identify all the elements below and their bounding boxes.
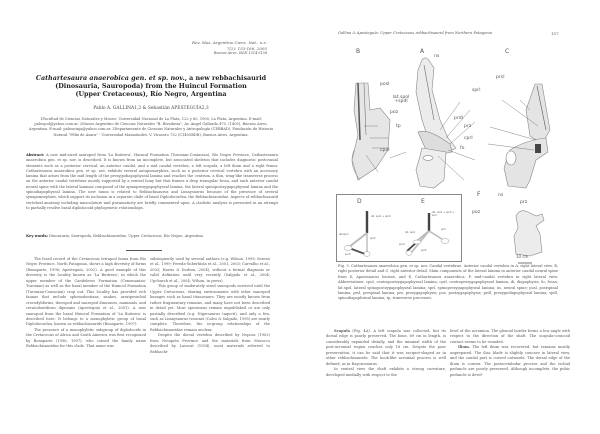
label-e-lat-spol: lat. spol — [405, 231, 416, 234]
paragraph-text: level of the acromion. The glenoid border forms a low angle with respect to the direction of the shaft. The scapula-coracoid contact seems to be rounded. — [450, 329, 570, 344]
lamina-diagram-box — [336, 194, 462, 262]
paragraph — [450, 345, 570, 378]
panel-b-drawing — [352, 83, 390, 180]
label-d-podl: podl — [345, 253, 351, 256]
running-head: Gallina & Apesteguía: Upper Cretaceous rebbachisaurid from Northern Patagonia — [338, 31, 492, 35]
right-body-column-1 — [326, 329, 446, 378]
title-line-2: (Dinosauria, Sauropoda) from the Huincul Formation — [55, 82, 247, 90]
panel-label-c: C — [505, 48, 510, 55]
paragraph — [450, 329, 570, 345]
affiliations: 1Facultad de Ciencias Naturales y Museo- Universidad Nacional de La Plata, 122 y 60, 1900, La Plata, Argentina. E-mail: paleopol@yahoo.com.ar. 2Museo Argentino de Ciencias Naturales "B. Rivadavia", Av. Angel Gallardo 470, (1405), Buenos Aires, Argentina. E-mail: paleoninja@yahoo.com.ar. 3Departamento de Ciencias Naturales y Antropología (CEBBAD), Fundación de Historia Natural "Félix de Azara" - Universidad Maimónides. V. Virasoro 732 (C1405BDB), Buenos Aires, Argentina. — [28, 117, 274, 137]
page-number: 157 — [551, 31, 559, 36]
keywords-label: Key words: — [26, 234, 48, 238]
label-cpol: cpol — [380, 148, 390, 153]
paragraph: The fossil record of the Cretaceous tetrapod fauna from Río Negro Province, North Patagonia, shows a high diversity of forms (Bonaparte, 1996; Apesteguía, 2002). A good example of this diversity is the locality known as 'La Buitrera', in which the upper member of the Candeleros Formation (Cenomanian-Turonian) as well as the basal member of the Huincul Formation (Turonian-Coniacian) crop out. This locality has provided rich faunas that include sphenodontians, snakes, araripesuchid crocodyliforms, theropod and sauropod dinosaurs, mammals, and ceratodontiform dipnoans (Apesteguía et al., 2001). A new sauropod from the basal Huincul Formation of 'La Buitrera' is described here. It belongs to a monophyletic group of basal Diplodocoidea, known as rebbachisaurids (Bonaparte, 1997). — [26, 257, 147, 327]
label-f-prz: prz — [520, 200, 528, 205]
label-posl: posl — [380, 82, 390, 87]
paragraph: Despite the dorsal vertebra described by Nopcsa (1902) from Neuquén Province and the materials from Morocco described by Lavocat (1954), most materials referred to Rebbachi- — [150, 333, 270, 354]
journal-citation — [192, 40, 267, 57]
paragraph-text: (Fig. 4A). A left scapula was collected, but its dorsal edge is poorly preserved. The bone, 69 cm in length, is considerably expanded distally, and the minimal width of the post-acromial region reaches only 16 cm. Despite the poor preservation, it can be said that it was racquet-shaped as in other rebbachisaurids. The hook-like acromial process is well defined, as in Rayososaurus. — [326, 329, 446, 366]
paragraph-text: The left ilium was recovered, but remains mostly unprepared. The iliac blade is slightly concave in lateral view, and the caudal part is curved outwards. The dorsal edge of the ilium is convex. The postacetabular process and the ischial peduncle are poorly preserved. Although incomplete, the pubic peduncle is devel- — [450, 345, 570, 377]
panel-label-d: D — [357, 198, 362, 205]
label-sprl: sprl — [472, 88, 481, 93]
label-prdl: prdl — [454, 116, 463, 121]
panel-a-drawing — [416, 58, 456, 188]
label-d-spdl: spdl — [370, 237, 376, 240]
panel-c-drawing — [504, 84, 550, 188]
paragraph: subsequently used by several authors (e.g. Wilson, 1999; Sereno et al., 1999; Pereda-Suberbiola et al., 2001, 2003; Carvalho et al., 2003; Harris & Dodson, 2004), without a formal diagnosis or valid definition until very recently (Salgado et al., 2004; Upchurch et al., 2004; Wilson, in press). — [150, 257, 270, 283]
label-e-spdl: spdl — [421, 249, 427, 252]
panel-f-drawing — [514, 211, 544, 256]
label-d-lat-spol: lat.spol — [339, 233, 349, 236]
section-heading: Ilium. — [458, 345, 471, 350]
abstract-text: A new mid-sized sauropod from 'La Buitrera', Huincul Formation (Turonian-Coniacian), Río Negro Province, Cathartesaura anaerobica gen. et sp. nov. is described. It is known from an incomplete, but associated skeleton that includes diagnostic postcranial elements such as a posterior cervical, an anterior caudal, and a mid caudal vertebra, a left scapula, a left ilium and a right femur. Cathartesaura anaerobica gen. et sp. nov. exhibits several autapomorphies, such as a posterior cervical vertebra with an accessory lamina that arises from the mid length of the prezygodiapophyseal lamina and reaches the centrum, a thin, wing-like transverse process on the anterior caudal vertebrae mostly supported by a ventral bony bar that frames a deep triangular fossa, and each anterior caudal neural spine with the lateral laminae composed of the spinoprezygapophyseal lamina, the lateral spinopostzygapophyseal lamina and the spinodiapophyseal lamina. The new taxon is related to Rebbachisaurus and Limaysaurus because of the presence of several synapomorphies, which support its inclusion in a separate clade of basal Diplodocoidea, the Rebbachisauridae. Aspects of rebbachisaurid vertebral anatomy including musculature and pneumaticity are briefly commented upon. A cladistic analysis is presented in an attempt to partially resolve basal diplodocoid phylogenetic relationships. — [26, 153, 278, 210]
paragraph: The presence of a monophyletic subgroup of diplodocids in the Cretaceous of Africa and South America was first recognized by Bonaparte (1996, 1997), who coined the family name Rebbachisauridae for this clade. That name was — [26, 327, 146, 349]
label-prz: prz — [464, 124, 472, 129]
right-page — [300, 0, 600, 434]
abstract-label: Abstract: — [26, 153, 45, 157]
label-poz: poz — [390, 110, 399, 115]
label-f-ns: ns — [498, 193, 504, 198]
paragraph — [326, 367, 446, 378]
label-e-sprl: sprl — [441, 228, 446, 231]
left-body-column-2 — [150, 257, 270, 355]
scale-bar-label: 10 cm — [516, 254, 529, 259]
label-ns: ns — [434, 54, 440, 59]
label-e-lat-spol-spdl-sprl: lat. spol + spdl + sprl — [432, 211, 455, 218]
keywords — [26, 234, 278, 238]
title-line-1-rest: , a new rebbachisaurid — [184, 74, 267, 82]
section-heading: Scapula — [334, 329, 350, 333]
diagram-e — [406, 213, 449, 255]
label-fo: fo — [460, 146, 465, 151]
journal-line-3: Buenos Aires, ISSN 1514-5158 — [213, 51, 267, 56]
label-d-lat-spol-spdl: lat. spol + spdl — [371, 215, 391, 218]
title-line-3: (Upper Cretaceous), Río Negro, Argentina — [75, 90, 227, 98]
label-prsl: prsl — [496, 75, 505, 80]
panel-label-a: A — [420, 48, 425, 55]
paragraph-text: In ventral view the shaft exhibits a strong curvature, developed medially with respect to the — [326, 367, 446, 377]
panel-label-b: B — [356, 48, 361, 55]
keywords-text: Dinosauria, Sauropoda, Rebbachisauridae, Upper Cretaceous, Río Negro, Argentina. — [49, 234, 204, 238]
label-lat-spol-spdl: lat.spol +spdl — [392, 95, 410, 105]
title-taxon: Cathartesaura anaerobica gen. et sp. nov. — [35, 74, 185, 82]
figure-caption: Fig. 3. Cathartesaura anaerobica gen. et sp. nov. Caudal vertebrae. Anterior caudal vertebra in A, right lateral view, B, right posterior detail and C, right anterior detail. Main components of the lateral lamina in anterior caudal neural spine from D, Apatosaurus louisae, and E, Cathartesaura anaerobica. F, mid-caudal vertebra in right lateral view. Abbreviations: cpol, centropostzygapophyseal lamina; cprl, centroprezygapophyseal lamina; di, diapophysis; fo, fossa; lat.spol, lateral spinopostzygapophyseal lamina; sprl, spinoprezygapophyseal lamina; ns, neural spine; posl, postspinal lamina; prsl, prespinal lamina; prz, prezygapophysis; poz, postzygapophysis; prdl, prezygodiapophyseal lamina; spdl, spinodiapophiseal lamina; tp, transverse processes. — [338, 264, 558, 301]
paragraph: This group of moderately sized sauropods survived until the Upper Cretaceous, sharing environments with other sauropod lineages such as basal titanosaurs. They are mostly known from rather fragmentary remains, and many have not been described in detail yet. Most specimens remain unpublished or are only partially described (e.g. Nigersaurus taqueti), and only a few, such as Limaysaurus tessonei (Calvo & Salgado, 1995) are nearly complete. Therefore, the in-group relationships of the Rebbachisauridae remain unclear. — [150, 284, 270, 332]
paragraph — [326, 329, 446, 367]
section-divider — [126, 250, 162, 251]
label-tp: tp — [396, 124, 401, 129]
right-body-column-2 — [450, 329, 570, 378]
left-body-column-1 — [26, 257, 146, 350]
label-f-poz: poz — [472, 210, 481, 215]
label-e-podl: podl — [399, 243, 405, 246]
journal-line-2: 7(2): 153-166, 2005 — [226, 45, 267, 51]
panel-label-e: E — [421, 198, 425, 205]
journal-line-1: Rev. Mus. Argentino Cienc. Nat., n.s. — [192, 40, 267, 45]
abstract — [26, 153, 278, 211]
panel-label-f: F — [477, 191, 481, 198]
article-title — [20, 74, 282, 98]
authors: Pablo A. GALLINA1,2 & Sebastián APESTEGUÍA2,3 — [93, 106, 209, 111]
label-cprl: cprl — [464, 136, 473, 141]
